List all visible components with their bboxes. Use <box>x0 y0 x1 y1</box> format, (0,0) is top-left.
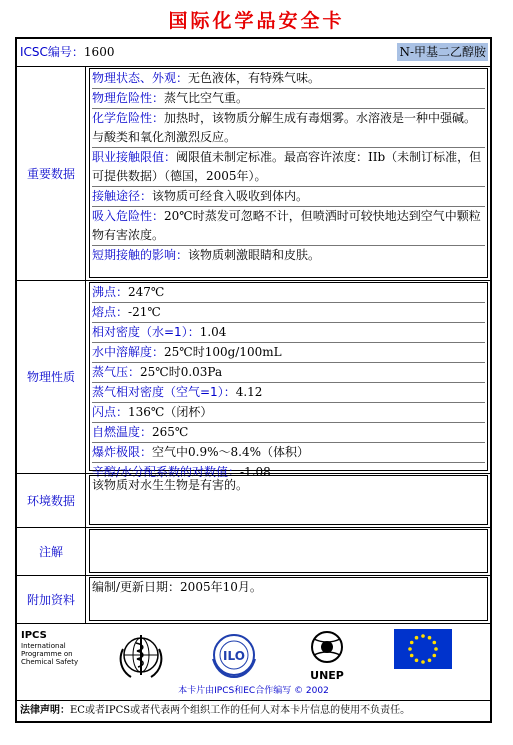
section-label: 附加资料 <box>17 575 86 623</box>
safety-card <box>15 37 492 723</box>
logo-row <box>17 623 490 701</box>
section-key-data <box>17 66 490 281</box>
data-row: 爆炸极限：空气中0.9%～8.4%（体积） <box>92 443 485 463</box>
key-data-box <box>89 68 488 278</box>
ipcs-logo-text: IPCS International Programme on Chemical Safety <box>21 630 79 666</box>
data-row: 熔点：-21℃ <box>92 303 485 323</box>
eu-flag-icon <box>394 629 452 669</box>
eu-star <box>421 634 425 638</box>
ilo-logo-icon <box>207 629 261 681</box>
data-row: 蒸气压：25℃时0.03Pa <box>92 363 485 383</box>
eu-star <box>421 660 425 664</box>
physical-box <box>89 282 488 479</box>
data-row: 接触途径：该物质可经食入吸收到体内。 <box>92 187 485 207</box>
eu-star <box>433 654 437 658</box>
chemical-name: N-甲基二乙醇胺 <box>399 45 486 59</box>
section-label: 注解 <box>17 527 86 575</box>
card-header <box>17 39 490 67</box>
page-title: 国际化学品安全卡 <box>168 10 345 32</box>
data-row: 化学危险性：加热时，该物质分解生成有毒烟雾。水溶液是一种中强碱。与酸类和氧化剂激烈反应。 <box>92 109 485 148</box>
data-row: 职业接触限值：阈限值未制定标准。最高容许浓度：IIb（未制订标准，但可提供数据）（德国，2005年）。 <box>92 148 485 187</box>
svg-text:ILO: ILO <box>223 649 245 663</box>
eu-star <box>428 636 432 640</box>
icsc-number: 1600 <box>83 45 115 59</box>
eu-star <box>408 647 412 651</box>
icsc-label: ICSC编号： <box>20 45 84 59</box>
svg-text:UNEP: UNEP <box>310 669 344 682</box>
section-additional <box>17 575 490 624</box>
data-row: 辛醇/水分配系数的对数值：-1.08 <box>92 465 271 479</box>
legal-notice: 法律声明：EC或者IPCS或者代表两个组织工作的任何人对本卡片信息的使用不负责任。 <box>20 705 411 716</box>
eu-star <box>410 654 414 658</box>
data-row: 吸入危险性：20℃时蒸发可忽略不计，但喷洒时可较快地达到空气中颗粒物有害浓度。 <box>92 207 485 246</box>
who-logo-icon <box>115 629 167 681</box>
data-row: 沸点：247℃ <box>92 283 485 303</box>
eu-star <box>434 647 438 651</box>
section-environment <box>17 473 490 528</box>
unep-logo-icon <box>302 627 352 683</box>
data-row: 相对密度（水=1）：1.04 <box>92 323 485 343</box>
notes-text <box>89 529 488 573</box>
data-row: 自燃温度：265℃ <box>92 423 485 443</box>
data-row: 闪点：136℃（闭杯） <box>92 403 485 423</box>
environment-text: 该物质对水生生物是有害的。 <box>89 475 488 525</box>
additional-text: 编制/更新日期：2005年10月。 <box>89 577 488 621</box>
data-row: 水中溶解度：25℃时100g/100mL <box>92 343 485 363</box>
data-row: 蒸气相对密度（空气=1）：4.12 <box>92 383 485 403</box>
section-label: 环境数据 <box>17 473 86 527</box>
section-label: 物理性质 <box>17 280 86 473</box>
eu-star <box>428 659 432 663</box>
eu-star <box>433 641 437 645</box>
icsc-id <box>20 39 114 65</box>
eu-star <box>415 659 419 663</box>
data-row: 短期接触的影响：该物质刺激眼睛和皮肤。 <box>92 248 321 262</box>
section-physical-properties <box>17 280 490 479</box>
data-row: 物理状态、外观：无色液体，有特殊气味。 <box>92 69 485 89</box>
credit-line: 本卡片由IPCS和EC合作编写 © 2002 <box>178 686 329 696</box>
section-notes <box>17 527 490 576</box>
section-label: 重要数据 <box>17 66 86 280</box>
eu-star <box>410 641 414 645</box>
eu-star <box>415 636 419 640</box>
data-row: 物理危险性：蒸气比空气重。 <box>92 89 485 109</box>
